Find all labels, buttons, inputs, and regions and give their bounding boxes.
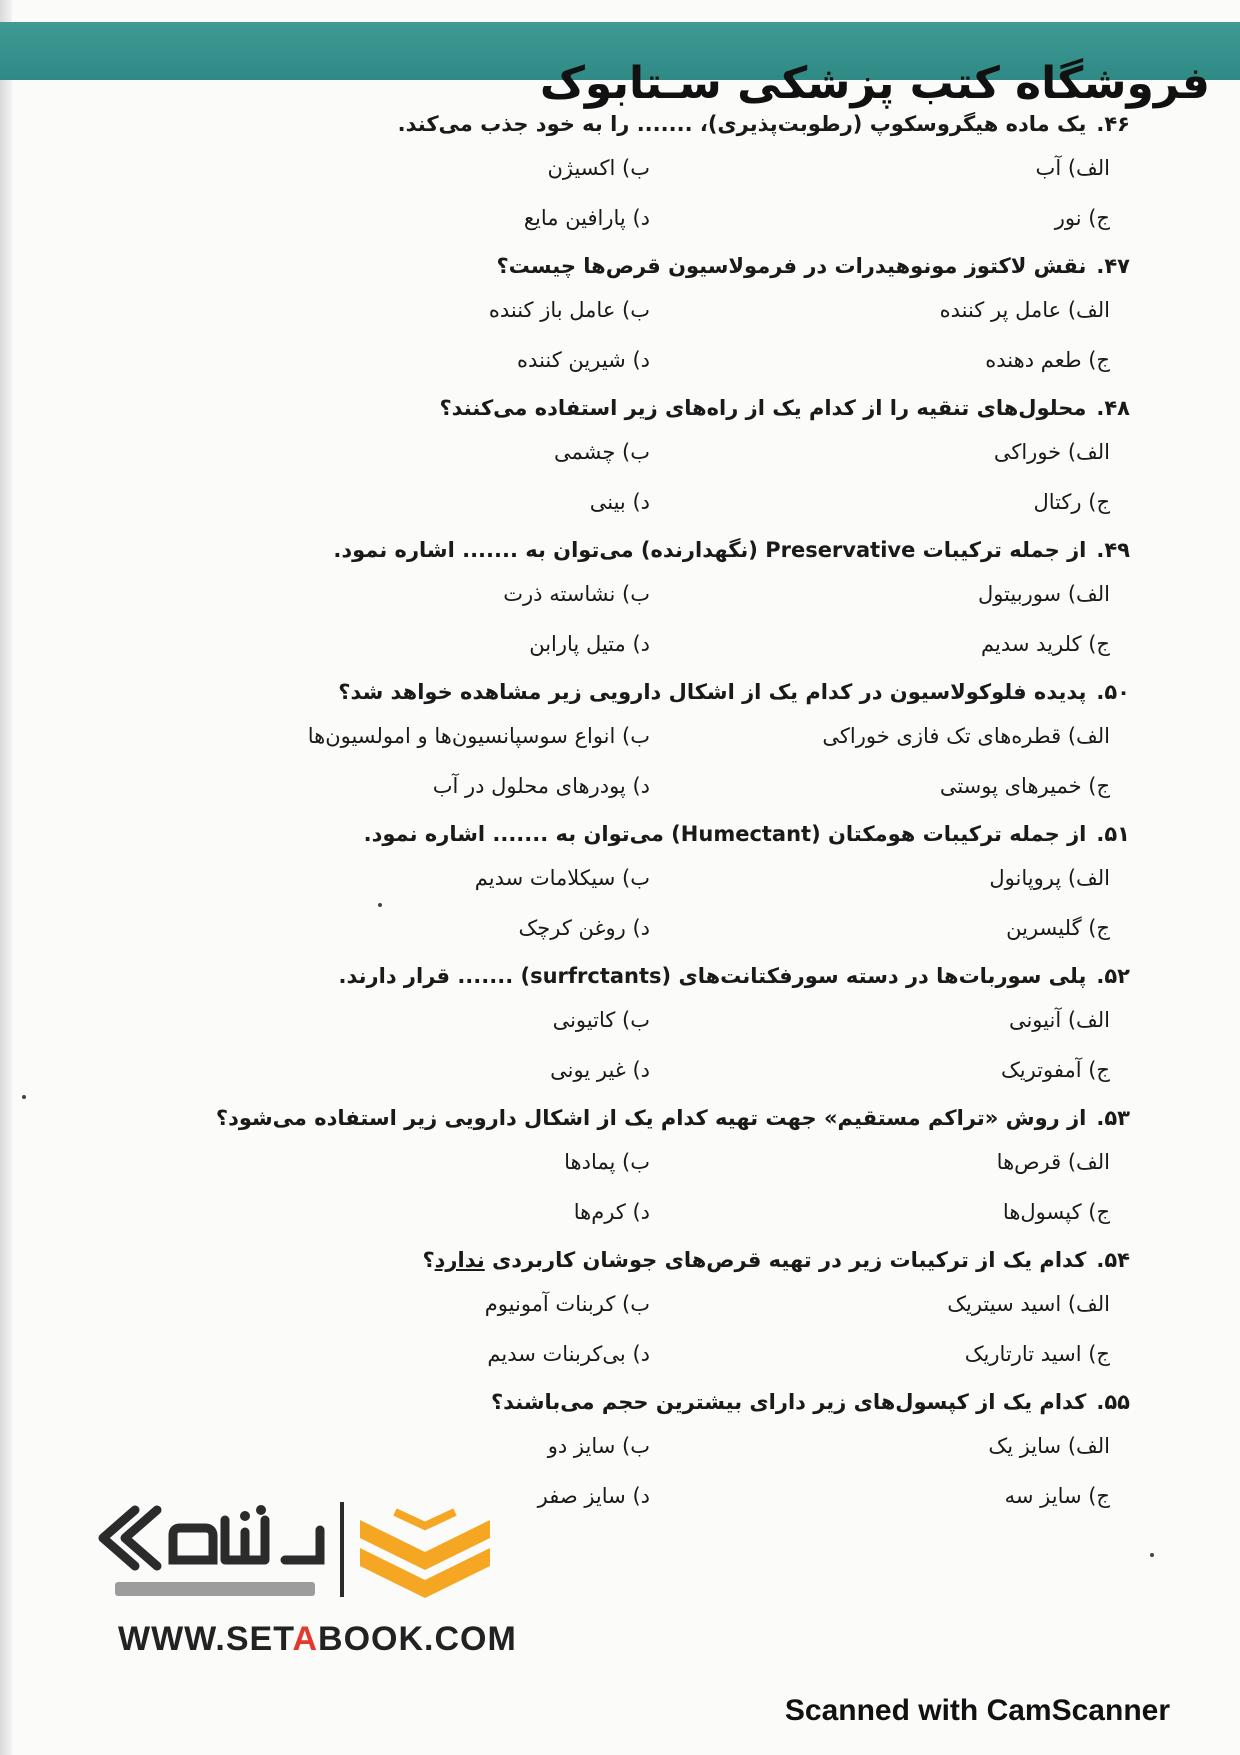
question-text: نقش لاکتوز مونوهیدرات در فرمولاسیون قرص‌ها چیست؟: [496, 254, 1087, 278]
question-number: ۵۰.: [1096, 680, 1130, 704]
header-title: فروشگاه کتب پزشکی سـتابوک: [539, 58, 1210, 109]
question-stem: [216, 1106, 1130, 1130]
question-number: ۵۴.: [1096, 1248, 1130, 1272]
logo-url-accent: A: [292, 1620, 319, 1658]
question-47: [90, 254, 1130, 396]
option-b: ب) عامل باز کننده: [488, 298, 650, 322]
option-b: ب) سایز دو: [547, 1434, 650, 1458]
question-48: [90, 396, 1130, 538]
question-54: [90, 1248, 1130, 1390]
question-number: ۵۳.: [1096, 1106, 1130, 1130]
question-number: ۴۷.: [1096, 254, 1130, 278]
question-stem: [398, 112, 1130, 136]
question-text: از جمله ترکیبات Preservative (نگهدارنده) می‌توان به ....... اشاره نمود.: [333, 538, 1087, 562]
scanner-watermark: Scanned with CamScanner: [784, 1694, 1170, 1727]
question-stem: [439, 396, 1130, 420]
option-d: د) شیرین کننده: [517, 348, 650, 372]
question-52: [90, 964, 1130, 1106]
question-53: [90, 1106, 1130, 1248]
logo-url: [118, 1620, 517, 1659]
question-number: ۵۱.: [1096, 822, 1130, 846]
scan-speck: [1150, 1553, 1154, 1557]
question-50: [90, 680, 1130, 822]
question-49: [90, 538, 1130, 680]
option-b: ب) نشاسته ذرت: [503, 582, 650, 606]
question-text: پدیده فلوکولاسیون در کدام یک از اشکال دارویی زیر مشاهده خواهد شد؟: [338, 680, 1087, 704]
option-b: ب) کاتیونی: [552, 1008, 650, 1032]
question-text: پلی سوربات‌ها در دسته سورفکتانت‌های (surfrctants) ....... قرار دارند.: [338, 964, 1087, 988]
option-d: د) بینی: [589, 490, 650, 514]
question-text-underlined: ندارد: [434, 1248, 485, 1272]
option-a: الف) آنیونی: [1008, 1008, 1110, 1032]
question-stem: [333, 538, 1130, 562]
option-d: د) بی‌کربنات سدیم: [487, 1342, 650, 1366]
option-c: ج) اسید تارتاریک: [964, 1342, 1110, 1366]
option-c: ج) نور: [1054, 206, 1110, 230]
option-c: ج) گلیسرین: [1006, 916, 1110, 940]
question-stem: [496, 254, 1130, 278]
option-a: الف) پروپانول: [989, 866, 1110, 890]
setabook-logo: [95, 1490, 535, 1615]
logo-url-end: BOOK.COM: [318, 1620, 517, 1658]
book-icon: [360, 1512, 490, 1598]
option-a: الف) خوراکی: [993, 440, 1110, 464]
question-46: [90, 112, 1130, 254]
option-a: الف) سایز یک: [988, 1434, 1110, 1458]
question-number: ۴۶.: [1096, 112, 1130, 136]
option-b: ب) چشمی: [554, 440, 650, 464]
option-a: الف) اسید سیتریک: [947, 1292, 1110, 1316]
question-number: ۴۸.: [1096, 396, 1130, 420]
option-c: ج) کلرید سدیم: [981, 632, 1110, 656]
option-a: الف) آب: [1035, 156, 1110, 180]
question-text: یک ماده هیگروسکوپ (رطوبت‌پذیری)، ....... را به خود جذب می‌کند.: [397, 112, 1087, 136]
option-b: ب) انواع سوسپانسیون‌ها و امولسیون‌ها: [307, 724, 650, 748]
question-number: ۵۲.: [1096, 964, 1130, 988]
question-text-end: ؟: [422, 1248, 435, 1272]
question-stem: [339, 964, 1130, 988]
option-a: الف) قطره‌های تک فازی خوراکی: [822, 724, 1110, 748]
scan-speck: [378, 903, 382, 907]
option-a: الف) قرص‌ها: [996, 1150, 1110, 1174]
question-stem: [338, 680, 1130, 704]
option-d: د) روغن کرچک: [518, 916, 650, 940]
option-b: ب) اکسیژن: [547, 156, 650, 180]
option-b: ب) کربنات آمونیوم: [484, 1292, 650, 1316]
question-text: از روش «تراکم مستقیم» جهت تهیه کدام یک از اشکال دارویی زیر استفاده می‌شود؟: [215, 1106, 1087, 1130]
question-list: [90, 112, 1130, 1532]
question-stem: [491, 1390, 1130, 1414]
option-d: د) متیل پارابن: [529, 632, 650, 656]
question-text: از جمله ترکیبات هومکتان (Humectant) می‌توان به ....... اشاره نمود.: [363, 822, 1087, 846]
option-b: ب) سیکلامات سدیم: [474, 866, 650, 890]
option-d: د) پودرهای محلول در آب: [432, 774, 650, 798]
option-c: ج) کپسول‌ها: [1002, 1200, 1110, 1224]
question-text: کدام یک از ترکیبات زیر در تهیه قرص‌های جوشان کاربردی: [484, 1248, 1087, 1272]
option-c: ج) طعم دهنده: [985, 348, 1110, 372]
question-text: محلول‌های تنقیه را از کدام یک از راه‌های زیر استفاده می‌کنند؟: [439, 396, 1087, 420]
question-stem: [422, 1248, 1130, 1272]
option-c: ج) رکتال: [1033, 490, 1110, 514]
question-text: کدام یک از کپسول‌های زیر دارای بیشترین حجم می‌باشند؟: [490, 1390, 1087, 1414]
option-c: ج) آمفوتریک: [1000, 1058, 1110, 1082]
option-d: د) پارافین مایع: [523, 206, 650, 230]
question-number: ۴۹.: [1096, 538, 1130, 562]
option-c: ج) سایز سه: [1004, 1484, 1110, 1508]
option-b: ب) پمادها: [564, 1150, 650, 1174]
scan-speck: [22, 1095, 26, 1099]
logo-url-start: WWW.SET: [118, 1620, 293, 1658]
page-edge-shadow: [0, 0, 12, 1755]
option-d: د) سایز صفر: [537, 1484, 650, 1508]
question-number: ۵۵.: [1096, 1390, 1130, 1414]
option-d: د) غیر یونی: [550, 1058, 650, 1082]
option-a: الف) سوربیتول: [977, 582, 1110, 606]
option-a: الف) عامل پر کننده: [939, 298, 1110, 322]
question-stem: [364, 822, 1130, 846]
option-c: ج) خمیرهای پوستی: [939, 774, 1110, 798]
question-51: [90, 822, 1130, 964]
option-d: د) کرم‌ها: [573, 1200, 650, 1224]
